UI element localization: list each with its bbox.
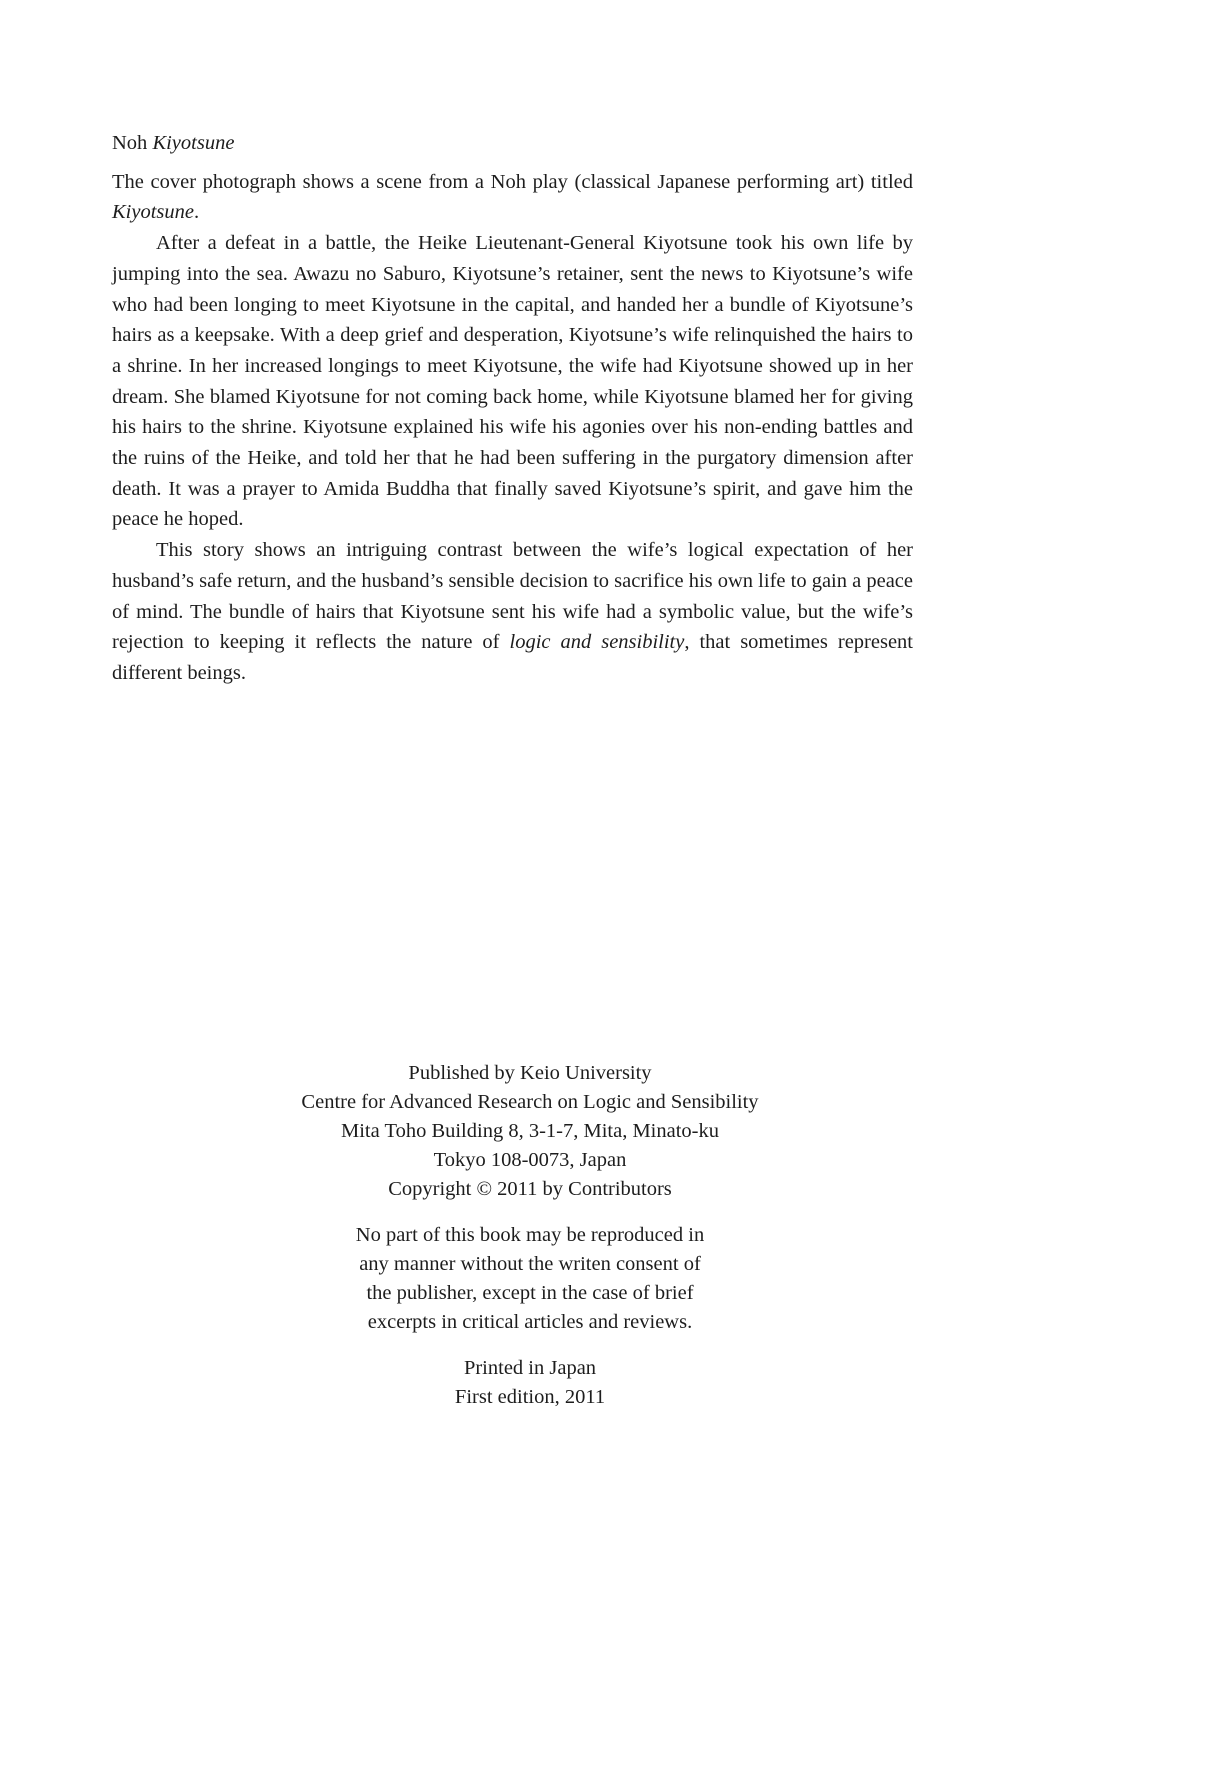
colophon-line: the publisher, except in the case of brief [366,1282,694,1304]
colophon-line: First edition, 2011 [454,1386,606,1408]
colophon-line: Copyright © 2011 by Contributors [388,1178,672,1200]
colophon-line: any manner without the writen consent of [359,1253,701,1275]
colophon-line: Mita Toho Building 8, 3-1-7, Mita, Minato-ku [341,1120,719,1142]
title-prefix: Noh [112,132,153,154]
colophon-line: Tokyo 108-0073, Japan [433,1149,627,1171]
paragraph-story [112,228,913,535]
colophon-line: excerpts in critical articles and reviews. [367,1311,693,1333]
publisher-info [0,1059,1060,1204]
colophon-line: Published by Keio University [408,1062,652,1084]
paragraph-segment: This story shows an intriguing contrast between the wife’s logical expectation of her husband’s safe return, and the husband’s sensible decision to sacrifice his own life to gain a peace of mind. The bundle of hairs that Kiyotsune sent his wife had a symbolic value, but the wife’s rejection to keeping it reflects the nature of [112,539,913,654]
colophon [0,1059,1060,1429]
page-title [112,128,913,159]
colophon-line: Printed in Japan [463,1357,597,1379]
main-text-block [112,128,913,689]
paragraph-segment-italic: logic and sensibility [509,631,685,654]
paragraph-segment: , that sometimes represent different beings. [112,631,913,684]
paragraph-segment: The cover photograph shows a scene from a Noh play (classical Japanese performing art) titled [112,170,913,193]
paragraph-segment-italic: Kiyotsune [112,201,194,224]
printing-info [0,1354,1060,1412]
colophon-line: Centre for Advanced Research on Logic and Sensibility [301,1091,759,1113]
colophon-line: No part of this book may be reproduced in [355,1224,705,1246]
paragraph-segment: After a defeat in a battle, the Heike Lieutenant-General Kiyotsune took his own life by jumping into the sea. Awazu no Saburo, Kiyotsune’s retainer, sent the news to Kiyotsune’s wife who had been longing to meet Kiyotsune in the capital, and handed her a bundle of Kiyotsune’s hairs as a keepsake. With a deep grief and desperation, Kiyotsune’s wife relinquished the hairs to a shrine. In her increased longings to meet Kiyotsune, the wife had Kiyotsune showed up in her dream. She blamed Kiyotsune for not coming back home, while Kiyotsune blamed her for giving his hairs to the shrine. Kiyotsune explained his wife his agonies over his non-ending battles and the ruins of the Heike, and told her that he had been suffering in the purgatory dimension after death. It was a prayer to Amida Buddha that finally saved Kiyotsune’s spirit, and gave him the peace he hoped. [112,232,913,531]
paragraph-commentary [112,535,913,689]
paragraph-segment: . [194,201,200,224]
paragraph-cover-note [112,167,913,228]
rights-notice [0,1221,1060,1337]
title-italic: Kiyotsune [152,132,235,154]
